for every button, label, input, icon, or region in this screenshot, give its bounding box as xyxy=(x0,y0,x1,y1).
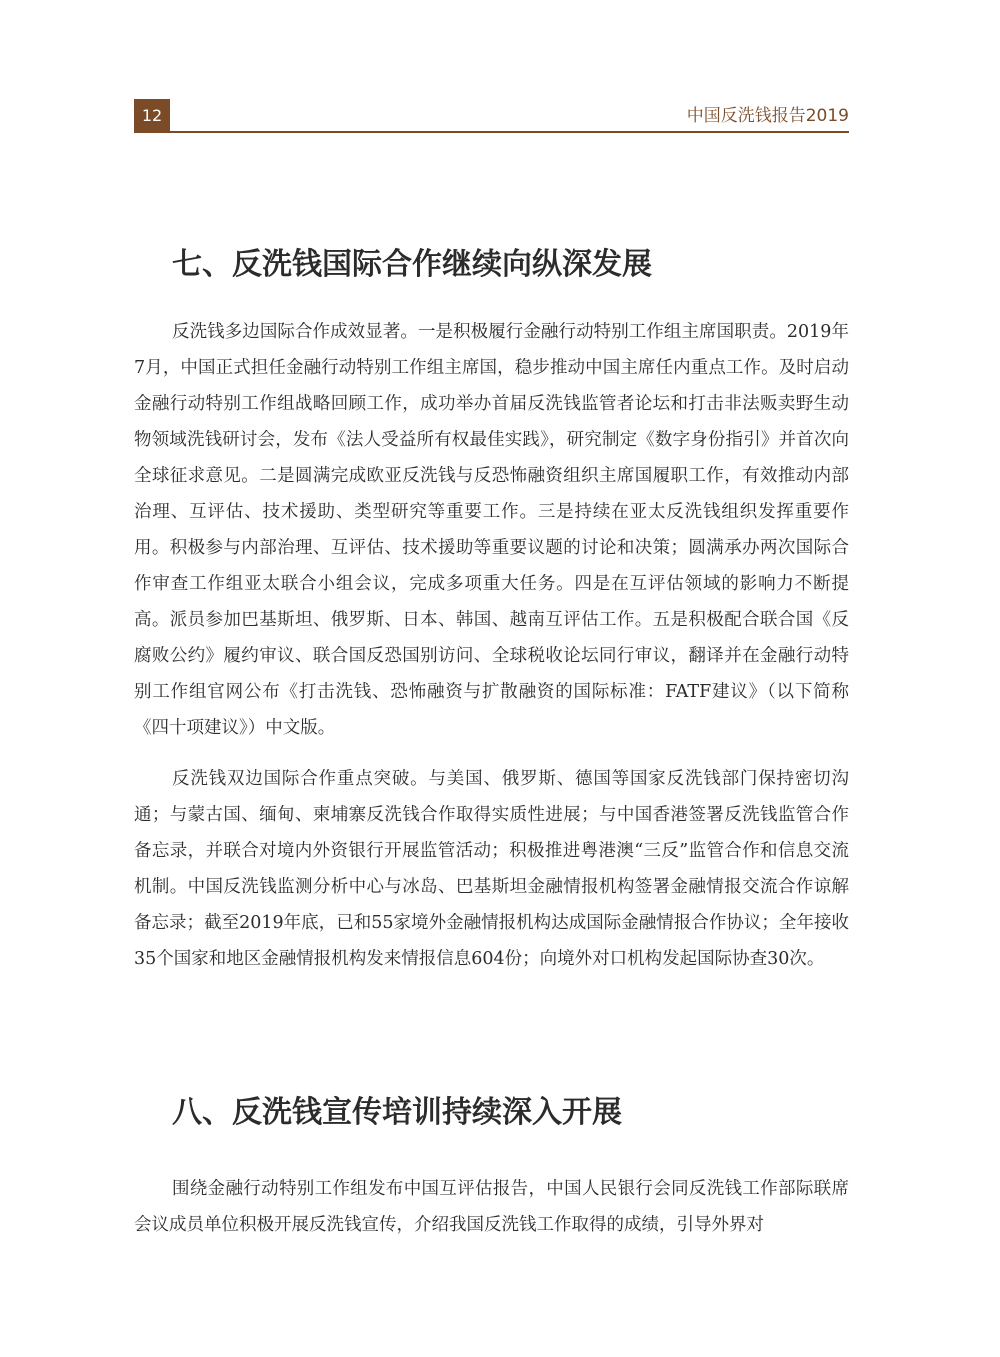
section-heading-8: 八、反洗钱宣传培训持续深入开展 xyxy=(172,1095,622,1130)
paragraph-publicity-training: 围绕金融行动特别工作组发布中国互评估报告，中国人民银行会同反洗钱工作部际联席会议成员单位积极开展反洗钱宣传，介绍我国反洗钱工作取得的成绩，引导外界对 xyxy=(134,1179,849,1235)
section-heading-7: 七、反洗钱国际合作继续向纵深发展 xyxy=(172,247,652,282)
header-divider xyxy=(134,131,849,133)
page-header xyxy=(134,99,849,133)
paragraph-bilateral-cooperation: 反洗钱双边国际合作重点突破。与美国、俄罗斯、德国等国家反洗钱部门保持密切沟通；与蒙古国、缅甸、柬埔寨反洗钱合作取得实质性进展；与中国香港签署反洗钱监管合作备忘录，并联合对境内外资银行开展监管活动；积极推进粤港澳“三反”监管合作和信息交流机制。中国反洗钱监测分析中心与冰岛、巴基斯坦金融情报机构签署金融情报交流合作谅解备忘录；截至2019年底，已和55家境外金融情报机构达成国际金融情报合作协议；全年接收35个国家和地区金融情报机构发来情报信息604份；向境外对口机构发起国际协查30次。 xyxy=(134,769,849,969)
page-number: 12 xyxy=(134,99,170,132)
paragraph-multilateral-cooperation: 反洗钱多边国际合作成效显著。一是积极履行金融行动特别工作组主席国职责。2019年7月，中国正式担任金融行动特别工作组主席国，稳步推动中国主席任内重点工作。及时启动金融行动特别工作组战略回顾工作，成功举办首届反洗钱监管者论坛和打击非法贩卖野生动物领域洗钱研讨会，发布《法人受益所有权最佳实践》，研究制定《数字身份指引》并首次向全球征求意见。二是圆满完成欧亚反洗钱与反恐怖融资组织主席国履职工作，有效推动内部治理、互评估、技术援助、类型研究等重要工作。三是持续在亚太反洗钱组织发挥重要作用。积极参与内部治理、互评估、技术援助等重要议题的讨论和决策；圆满承办两次国际合作审查工作组亚太联合小组会议，完成多项重大任务。四是在互评估领域的影响力不断提高。派员参加巴基斯坦、俄罗斯、日本、韩国、越南互评估工作。五是积极配合联合国《反腐败公约》履约审议、联合国反恐国别访问、全球税收论坛同行审议，翻译并在金融行动特别工作组官网公布《打击洗钱、恐怖融资与扩散融资的国际标准：FATF建议》（以下简称《四十项建议》）中文版。 xyxy=(134,322,849,738)
running-title: 中国反洗钱报告2019 xyxy=(686,106,849,126)
